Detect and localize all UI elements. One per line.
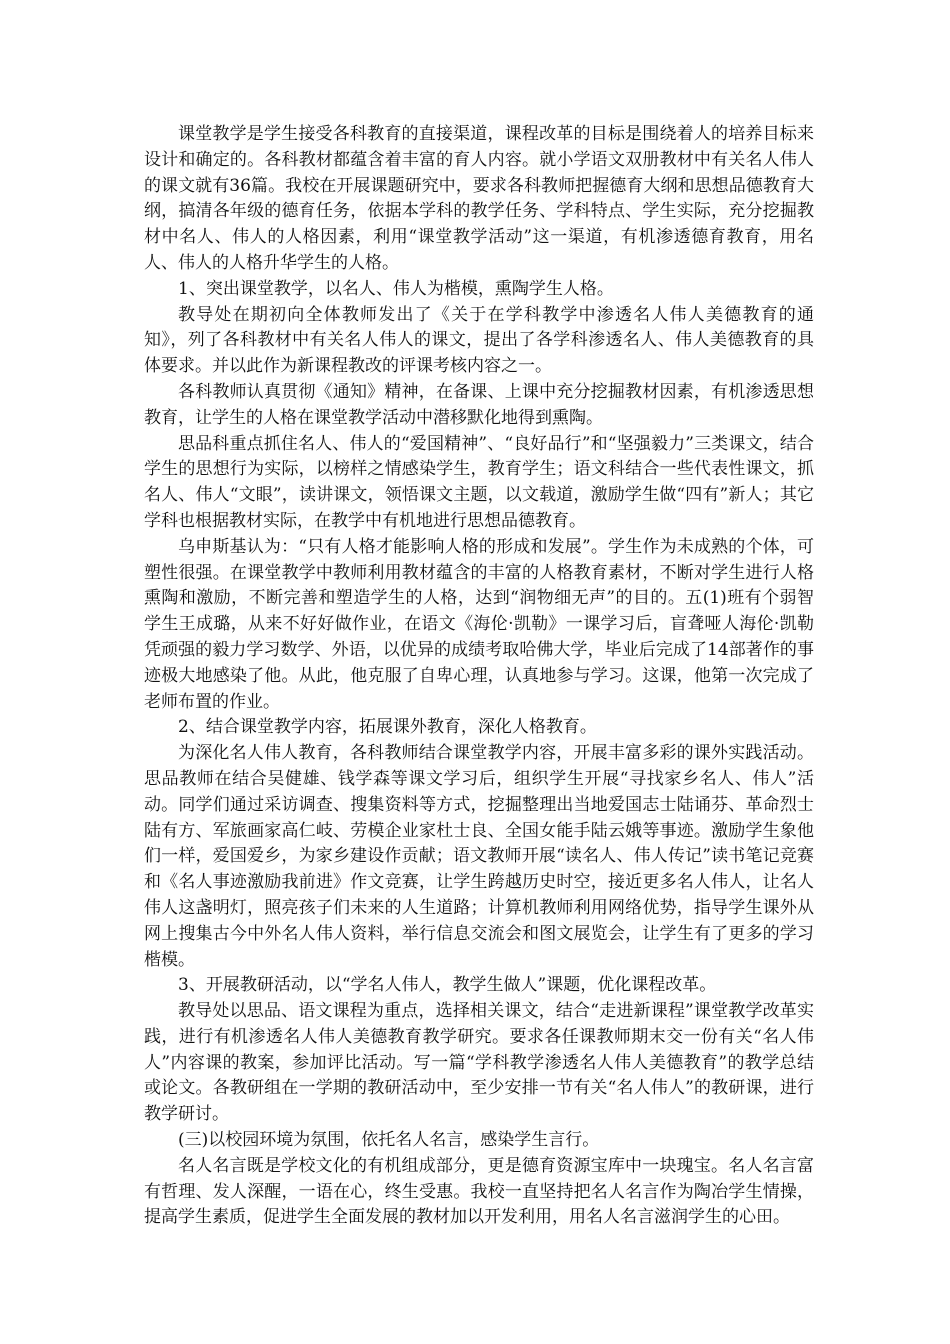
paragraph-subjects: 思品科重点抓住名人、伟人的“爱国精神”、“良好品行”和“坚强毅力”三类课文，结合学生的思想行为实际，以榜样之情感染学生，教育学生；语文科结合一些代表性课文，抓名人、伟人“文眼”，读讲课文，领悟课文主题，以文载道，激励学生做“四有”新人；其它学科也根据教材实际，在教学中有机地进行思想品德教育。 (144, 433, 814, 531)
document-body (144, 122, 814, 1231)
paragraph-research: 教导处以思品、语文课程为重点，选择相关课文，结合“走进新课程”课堂教学改革实践，进行有机渗透名人伟人美德教育教学研究。要求各任课教师期末交一份有关“名人伟人”内容课的教案，参加评比活动。写一篇“学科教学渗透名人伟人美德教育”的教学总结或论文。各教研组在一学期的教研活动中，至少安排一节有关“名人伟人”的教研课，进行教学研讨。 (144, 1001, 814, 1125)
paragraph-notice: 教导处在期初向全体教师发出了《关于在学科教学中渗透名人伟人美德教育的通知》，列了各科教材中有关名人伟人的课文，提出了各学科渗透名人、伟人美德教育的具体要求。并以此作为新课程教改的评课考核内容之一。 (144, 304, 814, 377)
paragraph-extracurricular: 为深化名人伟人教育，各科教师结合课堂教学内容，开展丰富多彩的课外实践活动。思品教师在结合吴健雄、钱学森等课文学习后，组织学生开展“寻找家乡名人、伟人”活动。同学们通过采访调查、搜集资料等方式，挖掘整理出当地爱国志士陆诵芬、革命烈士陆有方、军旅画家高仁岐、劳模企业家杜士良、全国女能手陆云娥等事迹。激励学生象他们一样，爱国爱乡，为家乡建设作贡献；语文教师开展“读名人、伟人传记”读书笔记竞赛和《名人事迹激励我前进》作文竞赛，让学生跨越历史时空，接近更多名人伟人，让名人伟人这盏明灯，照亮孩子们未来的人生道路；计算机教师利用网络优势，指导学生课外从网上搜集古今中外名人伟人资料，举行信息交流会和图文展览会，让学生有了更多的学习楷模。 (144, 743, 814, 970)
heading-section-3: (三)以校园环境为氛围，依托名人名言，感染学生言行。 (178, 1130, 600, 1151)
paragraph-intro: 课堂教学是学生接受各科教育的直接渠道，课程改革的目标是围绕着人的培养目标来设计和确定的。各科教材都蕴含着丰富的育人内容。就小学语文双册教材中有关名人伟人的课文就有36篇。我校在开展课题研究中，要求各科教师把握德育大纲和思想品德教育大纲，搞清各年级的德育任务，依据本学科的教学任务、学科特点、学生实际，充分挖掘教材中名人、伟人的人格因素，利用“课堂教学活动”这一渠道，有机渗透德育教育，用名人、伟人的人格升华学生的人格。 (144, 124, 814, 273)
heading-point-1: 1、突出课堂教学，以名人、伟人为楷模，熏陶学生人格。 (178, 278, 614, 299)
heading-point-2: 2、结合课堂教学内容，拓展课外教育，深化人格教育。 (178, 717, 597, 738)
heading-point-3: 3、开展教研活动，以“学名人伟人，教学生做人”课题，优化课程改革。 (178, 975, 717, 996)
paragraph-quotes: 名人名言既是学校文化的有机组成部分，更是德育资源宝库中一块瑰宝。名人名言富有哲理、发人深醒，一语在心，终生受惠。我校一直坚持把名人名言作为陶冶学生情操，提高学生素质，促进学生全面发展的教材加以开发利用，用名人名言滋润学生的心田。 (144, 1155, 814, 1228)
paragraph-implement: 各科教师认真贯彻《通知》精神，在备课、上课中充分挖掘教材因素，有机渗透思想教育，让学生的人格在课堂教学活动中潜移默化地得到熏陶。 (144, 381, 814, 428)
paragraph-example: 乌申斯基认为：“只有人格才能影响人格的形成和发展”。学生作为未成熟的个体，可塑性很强。在课堂教学中教师利用教材蕴含的丰富的人格教育素材，不断对学生进行人格熏陶和激励，不断完善和塑造学生的人格，达到“润物细无声”的目的。五(1)班有个弱智学生王成璐，从来不好好做作业，在语文《海伦·凯勒》一课学习后，盲聋哑人海伦·凯勒凭顽强的毅力学习数学、外语，以优异的成绩考取哈佛大学，毕业后完成了14部著作的事迹极大地感染了他。从此，他克服了自卑心理，认真地参与学习。这课，他第一次完成了老师布置的作业。 (144, 536, 814, 712)
